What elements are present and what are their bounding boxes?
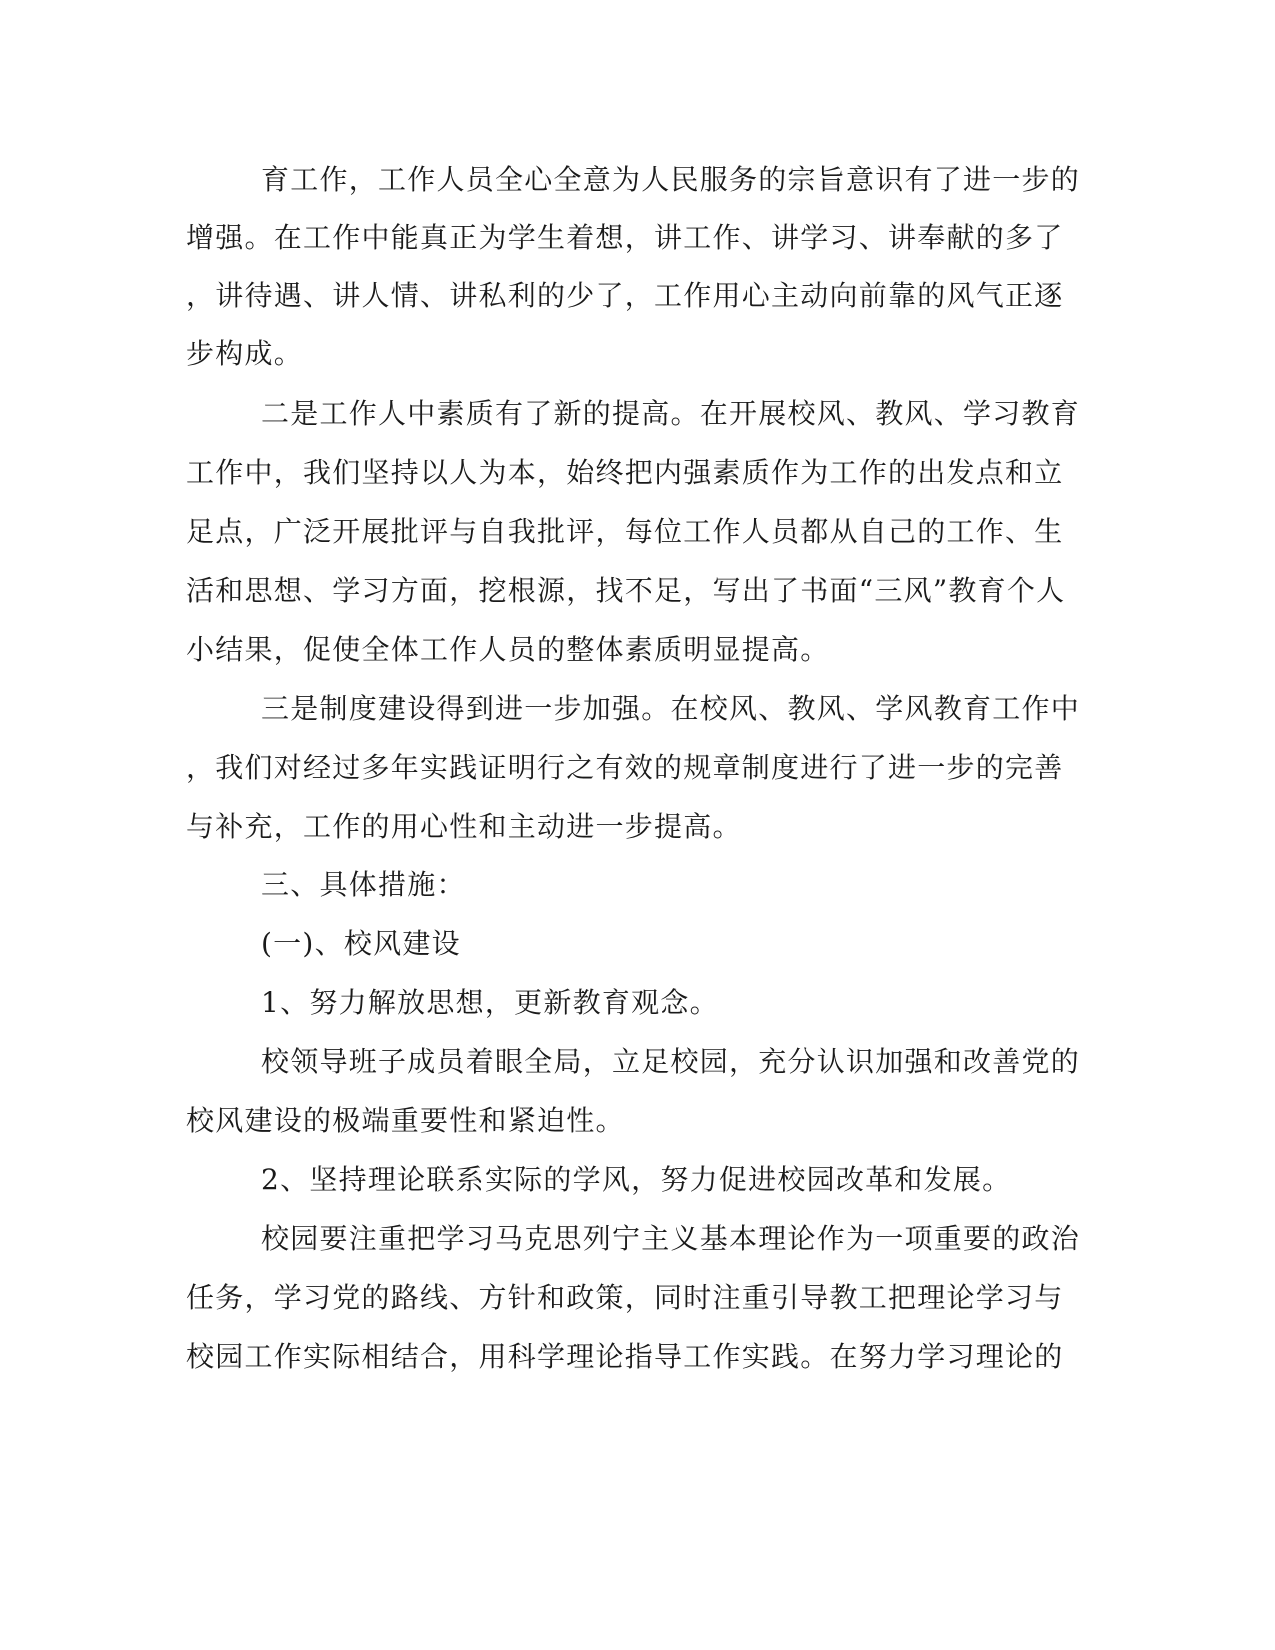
paragraph-2-line-1: 二是工作人中素质有了新的提高。在开展校风、教风、学习教育 [261,397,1081,430]
paragraph-1-line-1: 育工作，工作人员全心全意为人民服务的宗旨意识有了进一步的 [261,163,1081,196]
paragraph-5-line-1: 校园要注重把学习马克思列宁主义基本理论作为一项重要的政治 [261,1222,1081,1255]
paragraph-5-line-2: 任务，学习党的路线、方针和政策，同时注重引导教工把理论学习与 [186,1281,1064,1314]
item-1-heading: 1、努力解放思想，更新教育观念。 [261,986,719,1019]
paragraph-1-line-3: ，讲待遇、讲人情、讲私利的少了，工作用心主动向前靠的风气正逐 [186,279,1064,312]
paragraph-2-line-3: 足点，广泛开展批评与自我批评，每位工作人员都从自己的工作、生 [186,515,1064,548]
paragraph-5-line-3: 校园工作实际相结合，用科学理论指导工作实践。在努力学习理论的 [186,1340,1064,1373]
paragraph-3-line-3: 与补充，工作的用心性和主动进一步提高。 [186,810,742,843]
paragraph-1-line-4: 步构成。 [186,337,304,370]
paragraph-3-line-2: ，我们对经过多年实践证明行之有效的规章制度进行了进一步的完善 [186,751,1064,784]
paragraph-1-line-2: 增强。在工作中能真正为学生着想，讲工作、讲学习、讲奉献的多了 [186,221,1064,254]
paragraph-3-line-1: 三是制度建设得到进一步加强。在校风、教风、学风教育工作中 [261,692,1081,725]
paragraph-2-line-4: 活和思想、学习方面，挖根源，找不足，写出了书面“三风”教育个人 [186,574,1066,607]
section-heading: 三、具体措施： [261,868,466,901]
paragraph-2-line-5: 小结果，促使全体工作人员的整体素质明显提高。 [186,633,830,666]
item-2-heading: 2、坚持理论联系实际的学风，努力促进校园改革和发展。 [261,1163,1012,1196]
paragraph-4-line-2: 校风建设的极端重要性和紧迫性。 [186,1104,625,1137]
paragraph-4-line-1: 校领导班子成员着眼全局，立足校园，充分认识加强和改善党的 [261,1045,1081,1078]
paragraph-2-line-2: 工作中，我们坚持以人为本，始终把内强素质作为工作的出发点和立 [186,456,1064,489]
subsection-heading: (一)、校风建设 [261,927,461,960]
